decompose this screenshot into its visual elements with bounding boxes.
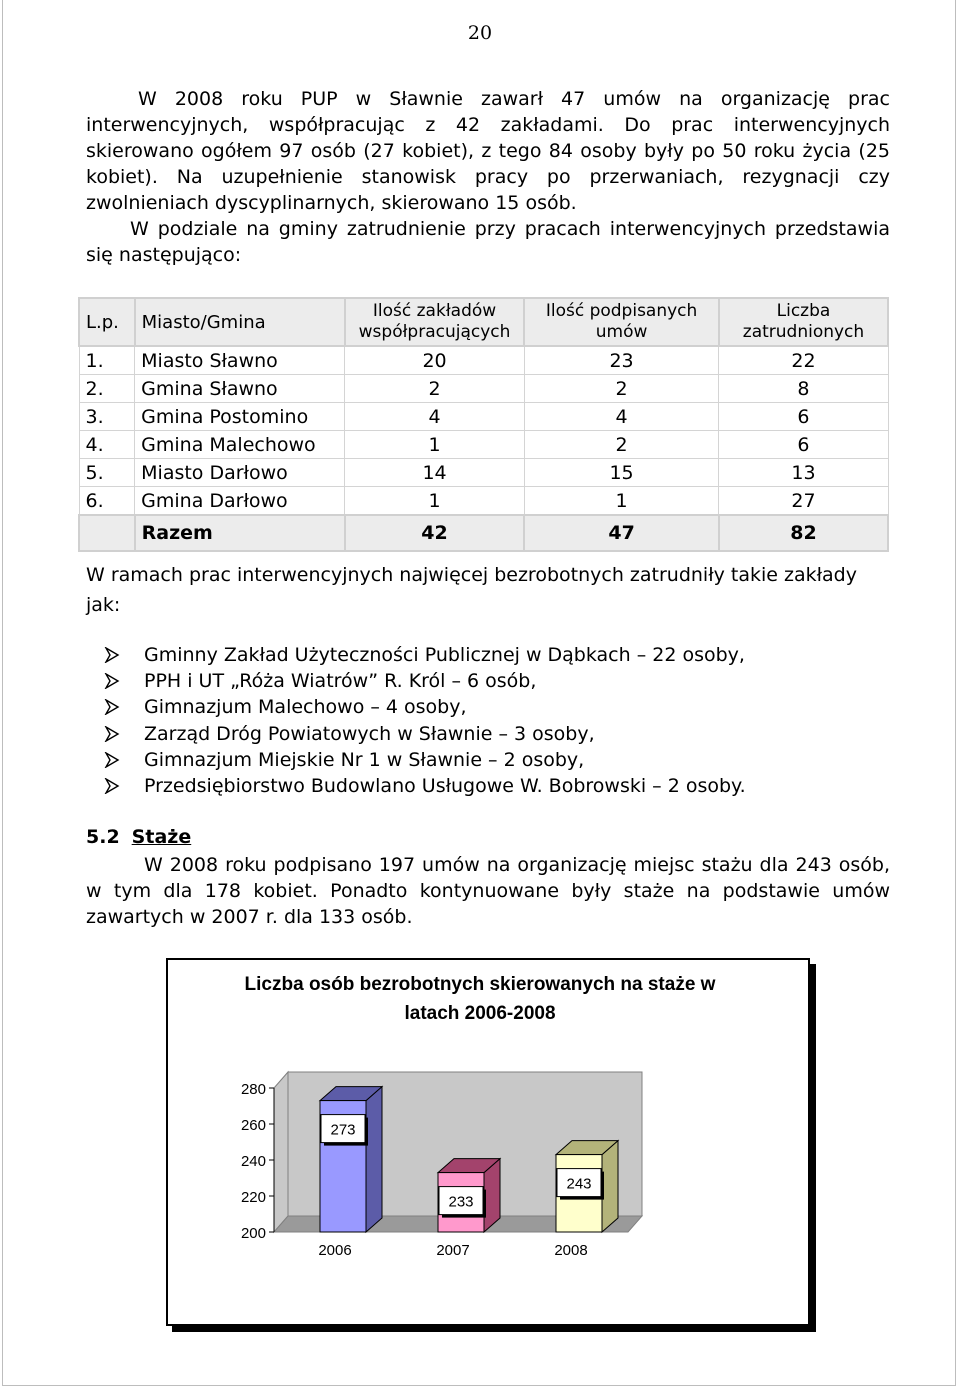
table-row xyxy=(79,375,888,403)
arrow-bullet-icon xyxy=(104,647,144,663)
total-contracts: 47 xyxy=(524,515,719,551)
table-row xyxy=(79,431,888,459)
cell-firms: 1 xyxy=(345,487,524,516)
chart-title: Liczba osób bezrobotnych skierowanych na staże w latach 2006-2008 xyxy=(244,974,716,1024)
employers-paragraph: W ramach prac interwencyjnych najwięcej bezrobotnych zatrudniły takie zakłady jak: xyxy=(86,564,857,616)
list-item-text: Gimnazjum Malechowo – 4 osoby, xyxy=(144,696,467,719)
bar-side xyxy=(366,1087,382,1232)
table-row xyxy=(79,487,888,516)
total-firms: 42 xyxy=(345,515,524,551)
x-tick-label: 2007 xyxy=(436,1242,470,1259)
total-empty-cell xyxy=(79,515,135,551)
cell-contracts: 2 xyxy=(524,431,719,459)
cell-firms: 2 xyxy=(345,375,524,403)
section-number: 5.2 xyxy=(86,826,120,848)
total-employed: 82 xyxy=(719,515,888,551)
y-tick-label: 220 xyxy=(240,1189,266,1206)
cell-city: Gmina Sławno xyxy=(135,375,345,403)
data-label: 243 xyxy=(566,1175,592,1193)
cell-lp: 2. xyxy=(79,375,135,403)
cell-lp: 5. xyxy=(79,459,135,487)
bar-chart xyxy=(166,958,806,1322)
table-header-row xyxy=(79,298,888,346)
cell-contracts: 1 xyxy=(524,487,719,516)
cell-contracts: 23 xyxy=(524,346,719,375)
cell-contracts: 4 xyxy=(524,403,719,431)
cell-employed: 6 xyxy=(719,431,888,459)
arrow-bullet-icon xyxy=(104,699,144,715)
header-city: Miasto/Gmina xyxy=(135,298,345,346)
cell-employed: 22 xyxy=(719,346,888,375)
internships-paragraph: W 2008 roku podpisano 197 umów na organizację miejsc stażu dla 243 osób, w tym dla 178 kobiet. Ponadto kontynuowane były staże na podstawie umów zawartych w 2007 r. dla 133 osób. xyxy=(86,854,890,928)
x-tick-label: 2006 xyxy=(318,1242,352,1259)
list-item xyxy=(104,773,746,799)
total-label: Razem xyxy=(135,515,345,551)
list-item-text: Gimnazjum Miejskie Nr 1 w Sławnie – 2 osoby, xyxy=(144,748,585,771)
header-firms: Ilość zakładów współpracujących xyxy=(345,298,524,346)
list-item xyxy=(104,694,746,720)
cell-lp: 1. xyxy=(79,346,135,375)
list-item-text: Przedsiębiorstwo Budowlano Usługowe W. Bobrowski – 2 osoby. xyxy=(144,775,746,798)
y-tick-label: 280 xyxy=(240,1081,266,1098)
section-title: Staże xyxy=(131,826,192,848)
bar-side xyxy=(602,1141,618,1232)
cell-employed: 8 xyxy=(719,375,888,403)
cell-firms: 20 xyxy=(345,346,524,375)
arrow-bullet-icon xyxy=(104,778,144,794)
cell-city: Gmina Postomino xyxy=(135,403,345,431)
cell-city: Miasto Sławno xyxy=(135,346,345,375)
data-label: 233 xyxy=(448,1193,474,1211)
page-number: 20 xyxy=(467,22,493,44)
table-row xyxy=(79,403,888,431)
arrow-bullet-icon xyxy=(104,673,144,689)
cell-contracts: 15 xyxy=(524,459,719,487)
employer-list xyxy=(104,642,746,799)
list-item-text: Gminny Zakład Użyteczności Publicznej w Dąbkach – 22 osoby, xyxy=(144,644,745,667)
arrow-bullet-icon xyxy=(104,726,144,742)
table-total-row xyxy=(79,515,888,551)
list-item-text: Zarząd Dróg Powiatowych w Sławnie – 3 osoby, xyxy=(144,722,595,745)
header-contracts: Ilość podpisanych umów xyxy=(524,298,719,346)
chart-side-wall xyxy=(274,1072,288,1232)
section-heading xyxy=(86,826,191,848)
cell-city: Gmina Darłowo xyxy=(135,487,345,516)
arrow-bullet-icon xyxy=(104,752,144,768)
cell-employed: 27 xyxy=(719,487,888,516)
cell-employed: 13 xyxy=(719,459,888,487)
y-tick-label: 260 xyxy=(240,1117,266,1134)
list-item-text: PPH i UT „Róża Wiatrów” R. Król – 6 osób, xyxy=(144,670,537,693)
employment-table xyxy=(78,297,889,552)
cell-city: Miasto Darłowo xyxy=(135,459,345,487)
list-item xyxy=(104,668,746,694)
header-lp: L.p. xyxy=(79,298,135,346)
cell-lp: 3. xyxy=(79,403,135,431)
cell-contracts: 2 xyxy=(524,375,719,403)
cell-city: Gmina Malechowo xyxy=(135,431,345,459)
table-row xyxy=(79,346,888,375)
y-tick-label: 240 xyxy=(240,1153,266,1170)
cell-lp: 4. xyxy=(79,431,135,459)
cell-lp: 6. xyxy=(79,487,135,516)
x-tick-label: 2008 xyxy=(554,1242,588,1259)
list-item xyxy=(104,747,746,773)
intro-paragraph: W 2008 roku PUP w Sławnie zawarł 47 umów na organizację prac interwencyjnych, współpracując z 42 zakładami. Do prac interwencyjnych skierowano ogółem 97 osób (27 kobiet), z tego 84 osoby były po 50 roku życia (25 kobiet). Na uzupełnienie stanowisk pracy po przerwaniach, rezygnacji czy zwolnieniach dyscyplinarnych, skierowano 15 osób. xyxy=(86,88,890,214)
split-paragraph: W podziale na gminy zatrudnienie przy pracach interwencyjnych przedstawia się następująco: xyxy=(86,218,890,266)
header-employed: Liczba zatrudnionych xyxy=(719,298,888,346)
cell-firms: 14 xyxy=(345,459,524,487)
cell-firms: 1 xyxy=(345,431,524,459)
data-label: 273 xyxy=(330,1121,356,1139)
cell-firms: 4 xyxy=(345,403,524,431)
list-item xyxy=(104,721,746,747)
y-tick-label: 200 xyxy=(240,1225,266,1242)
list-item xyxy=(104,642,746,668)
table-row xyxy=(79,459,888,487)
cell-employed: 6 xyxy=(719,403,888,431)
